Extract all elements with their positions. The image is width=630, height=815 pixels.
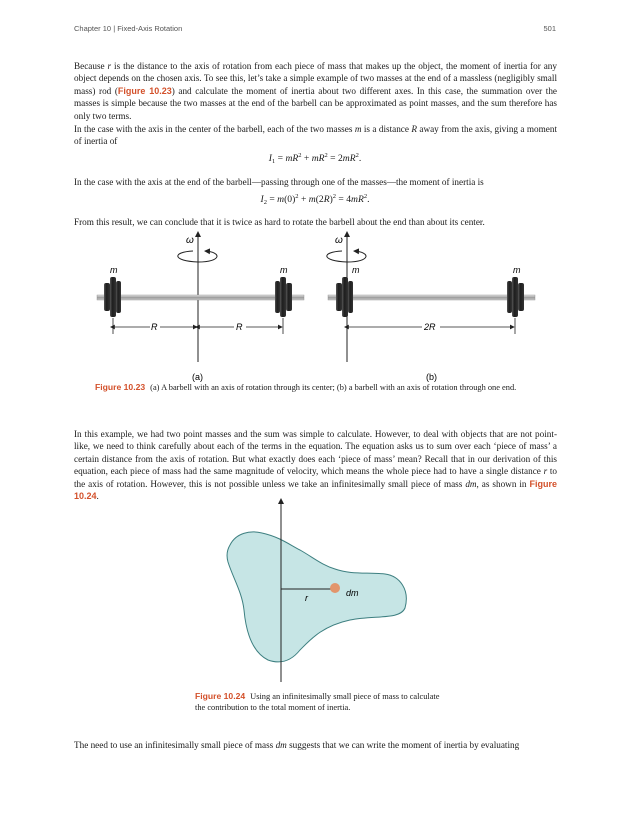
figure-10-24 (0, 495, 630, 685)
mass-label-right: m (513, 265, 521, 275)
paragraph-6: The need to use an infinitesimally small piece of mass dm suggests that we can write the moment of inertia by evaluating (74, 740, 520, 750)
paragraph-3: In the case with the axis at the end of the barbell—passing through one of the masses—the moment of inertia is (74, 177, 484, 187)
panel-label-a: (a) (192, 372, 203, 382)
left-mass (336, 277, 353, 317)
paragraph-1: Because r is the distance to the axis of rotation from each piece of mass that makes up the object, the moment of inertia for any object depends on the chosen axis. To see this, let’s take a simple example of two masses at the end of a massless (negligibly small mass) rod (Figure 10.23) and calculate the moment of inertia about two different axes. In this case, the summation over the masses is simple because the two masses at the end of the barbell can be approximated as point masses, and the sum therefore has only two terms. (74, 61, 557, 121)
distance-label-right: R (236, 322, 243, 332)
right-mass (275, 277, 292, 317)
page-number: 501 (543, 24, 556, 33)
rotation-arrow (327, 251, 366, 262)
omega-label: ω (335, 235, 343, 246)
figure-10-23 (0, 0, 630, 400)
figure-10-24-caption: Figure 10.24 Using an infinitesimally small piece of mass to calculate the contribution to the total moment of inertia. (195, 691, 440, 712)
barbell-center-axis-panel (97, 235, 304, 382)
dm-label: dm (346, 588, 359, 598)
caption-figure-ref: Figure 10.23 (95, 382, 146, 392)
object-shape (227, 532, 406, 662)
rotation-arrow (178, 251, 217, 262)
paragraph-4: From this result, we can conclude that it is twice as hard to rotate the barbell about the end than about its center. (74, 217, 485, 227)
right-mass (507, 277, 524, 317)
paragraph-5: In this example, we had two point masses and the sum was simple to calculate. However, to deal with objects that are not point-like, we need to think carefully about each of the terms in the equation. The equation asks us to sum over each ‘piece of mass’ a certain distance from the axis of rotation. But what exactly does each ‘piece of mass’ mean? Recall that in our derivation of this equation, each piece of mass had the same magnitude of velocity, which means the whole piece had to have a single distance r to the axis of rotation. However, this is not possible unless we take an infinitesimally small piece of mass dm, as shown in Figure 10.24. (74, 429, 558, 502)
paragraph-2: In the case with the axis in the center of the barbell, each of the two masses m is a distance R away from the axis, giving a moment of inertia of (74, 124, 557, 147)
chapter-title: Chapter 10 | Fixed-Axis Rotation (74, 24, 183, 33)
barbell-rod (328, 295, 535, 300)
figure-10-24-link[interactable]: Figure 10.24 (74, 478, 558, 502)
mass-label-left: m (110, 265, 118, 275)
mass-label-left: m (352, 265, 360, 275)
left-mass (104, 277, 121, 317)
panel-label-b: (b) (426, 372, 437, 382)
equation-1: $I_1 = mR^2 + mR^2 = 2mR^2$. (268, 152, 362, 165)
caption-figure-ref: Figure 10.24 (195, 691, 246, 701)
distance-label-left: R (151, 322, 158, 332)
omega-label: ω (186, 235, 194, 246)
barbell-rod (97, 295, 304, 300)
equation-2: $I_2 = m(0)^2 + m(2R)^2 = 4mR^2$. (260, 193, 370, 206)
figure-10-23-caption: Figure 10.23 (a) A barbell with an axis of rotation through its center; (b) a barbell with an axis of rotation through one end. (95, 382, 517, 392)
mass-element-dot (330, 583, 340, 593)
mass-label-right: m (280, 265, 288, 275)
radius-label: r (305, 593, 308, 603)
barbell-end-axis-panel (327, 235, 535, 382)
distance-label-2r: 2R (424, 322, 436, 332)
figure-10-23-link[interactable]: Figure 10.23 (117, 85, 172, 96)
